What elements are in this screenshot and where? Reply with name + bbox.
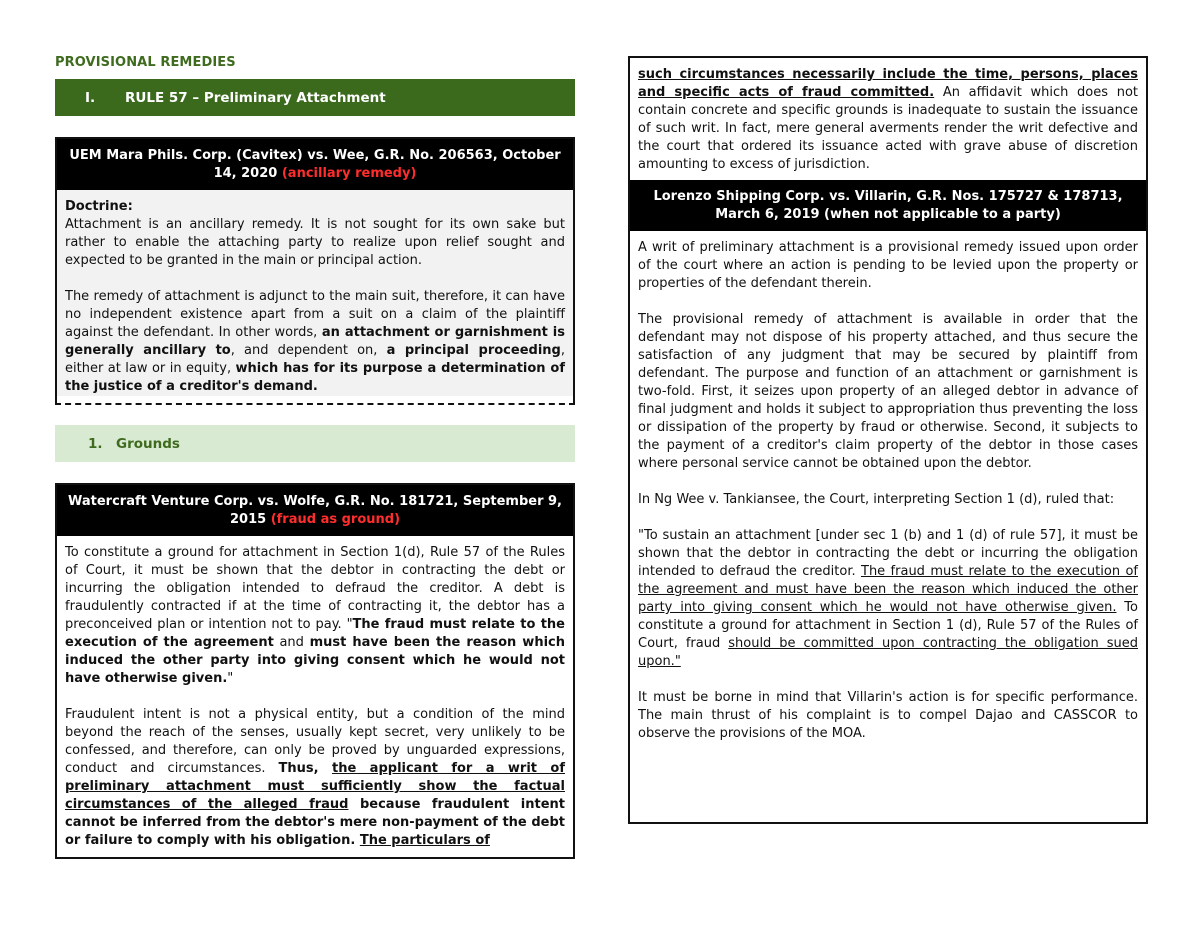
case-box-uem-mara xyxy=(55,137,575,405)
fraudulent-intent-paragraph xyxy=(65,706,565,850)
underline-run: should be committed upon contracting the obligation sued upon." xyxy=(638,636,1138,669)
case-body xyxy=(57,536,573,856)
case-title-text: Watercraft Venture Corp. vs. Wolfe, G.R. No. 181721, September 9, 2015 xyxy=(68,494,562,527)
rule-57-section-header xyxy=(55,79,575,116)
subsection-number: 1. xyxy=(88,435,103,452)
bold-run: which has for its purpose a determination of the justice of a creditor's demand. xyxy=(65,361,566,394)
subsection-label: Grounds xyxy=(116,435,180,452)
text-run: , and dependent on, xyxy=(230,343,387,358)
doctrine-label: Doctrine: xyxy=(65,199,133,214)
case-body-lorenzo xyxy=(630,231,1146,749)
section-number: I. xyxy=(85,89,96,106)
case-box-watercraft xyxy=(55,483,575,859)
section-label: RULE 57 – Preliminary Attachment xyxy=(125,89,386,106)
case-title-text: UEM Mara Phils. Corp. (Cavitex) vs. Wee, G.R. No. 206563, October 14, 2020 xyxy=(69,148,561,181)
case-body xyxy=(57,190,573,396)
bold-run: because fraudulent intent cannot be inferred from the debtor's mere non-payment of the debt or failure to comply with his obligation. xyxy=(65,797,565,848)
text-run: "To sustain an attachment [under sec 1 (b) and 1 (d) of rule 57], it must be shown that the debtor in contracting the debt or incurring the obligation intended to defraud the creditor. xyxy=(638,528,1138,579)
case-box-right-column xyxy=(628,56,1148,824)
bold-run: an attachment or garnishment is generally ancillary to xyxy=(65,325,565,358)
purpose-paragraph: The provisional remedy of attachment is available in order that the defendant may not dispose of his property attached, and thus secure the satisfaction of any judgment that may be secured by plaintiff from defendant. The purpose and function of an attachment or garnishment is two-fold. First, it seizes upon property of an alleged debtor in advance of final judgment and holds it subject to appropriation thus preventing the loss or dissipation of the property by fraud or otherwise. Second, it subjects to the payment of a creditor's claim property of the debtor in those cases where personal service cannot be obtained upon the debtor. xyxy=(638,312,1138,471)
text-run: Fraudulent intent is not a physical entity, but a condition of the mind beyond the reach of the senses, usually kept secret, very unlikely to be confessed, and therefore, can only be proved by unguarded expressions, conduct and circumstances. xyxy=(65,707,565,776)
bold-underline-run: The particulars of xyxy=(359,833,490,848)
ground-paragraph xyxy=(65,544,565,688)
bold-underline-run: such circumstances necessarily include the time, persons, places and specific acts of fraud committed. xyxy=(638,67,1138,100)
watercraft-continuation xyxy=(630,58,1146,180)
bold-run: Thus, xyxy=(278,761,332,776)
case-title-lorenzo: Lorenzo Shipping Corp. vs. Villarin, G.R. Nos. 175727 & 178713, March 6, 2019 (when not applicable to a party) xyxy=(630,180,1146,231)
underline-run: The fraud must relate to the execution of the agreement and must have been the reason which induced the other party into giving consent which he would not have otherwise given. xyxy=(638,564,1138,615)
case-title xyxy=(57,139,573,190)
page-title: PROVISIONAL REMEDIES xyxy=(55,55,236,70)
villarin-paragraph: It must be borne in mind that Villarin's action is for specific performance. The main thrust of his complaint is to compel Dajao and CASSCOR to observe the provisions of the MOA. xyxy=(638,690,1138,741)
doctrine-paragraph xyxy=(65,198,565,270)
doctrine-text: Attachment is an ancillary remedy. It is not sought for its own sake but rather to enable the attaching party to realize upon relief sought and expected to be granted in the main or principal action. xyxy=(65,217,565,268)
definition-paragraph: A writ of preliminary attachment is a provisional remedy issued upon order of the court where an action is pending to be levied upon the property or properties of the defendant therein. xyxy=(638,240,1138,291)
bold-run: The fraud must relate to the execution of the agreement xyxy=(65,617,565,650)
text-run: To constitute a ground for attachment in Section 1 (d), Rule 57 of the Rules of Court, fraud xyxy=(638,600,1138,651)
text-run: , either at law or in equity, xyxy=(65,343,565,376)
text-run: An affidavit which does not contain concrete and specific grounds is inadequate to sustain the issuance of such writ. In fact, mere general averments render the writ defective and the court that ordered its issuance acted with grave abuse of discretion amounting to excess of jurisdiction. xyxy=(638,85,1139,172)
quote-paragraph xyxy=(638,527,1138,671)
case-tag: (fraud as ground) xyxy=(270,512,401,527)
text-run: The remedy of attachment is adjunct to the main suit, therefore, it can have no independent existence apart from a suit on a claim of the plaintiff against the defendant. In other words, xyxy=(65,289,565,340)
text-run: To constitute a ground for attachment in Section 1(d), Rule 57 of the Rules of Court, it must be shown that the debtor in contracting the debt or incurring the obligation intended to defraud the creditor. A debt is fraudulently contracted if at the time of contracting it, the debtor has a preconceived plan or intention not to pay. " xyxy=(65,545,565,632)
grounds-subsection-header xyxy=(55,425,575,462)
text-run: " xyxy=(227,671,234,686)
adjunct-paragraph xyxy=(65,288,565,396)
case-title xyxy=(57,485,573,536)
text-run: and xyxy=(273,635,310,650)
bold-underline-run: the applicant for a writ of preliminary attachment must sufficiently show the factual circumstances of the alleged fraud xyxy=(65,761,565,812)
bold-run: must have been the reason which induced the other party into giving consent which he would not have otherwise given. xyxy=(65,635,565,686)
case-tag: (ancillary remedy) xyxy=(281,166,417,181)
ng-wee-paragraph: In Ng Wee v. Tankiansee, the Court, interpreting Section 1 (d), ruled that: xyxy=(638,492,1115,507)
bold-run: a principal proceeding xyxy=(386,343,561,358)
